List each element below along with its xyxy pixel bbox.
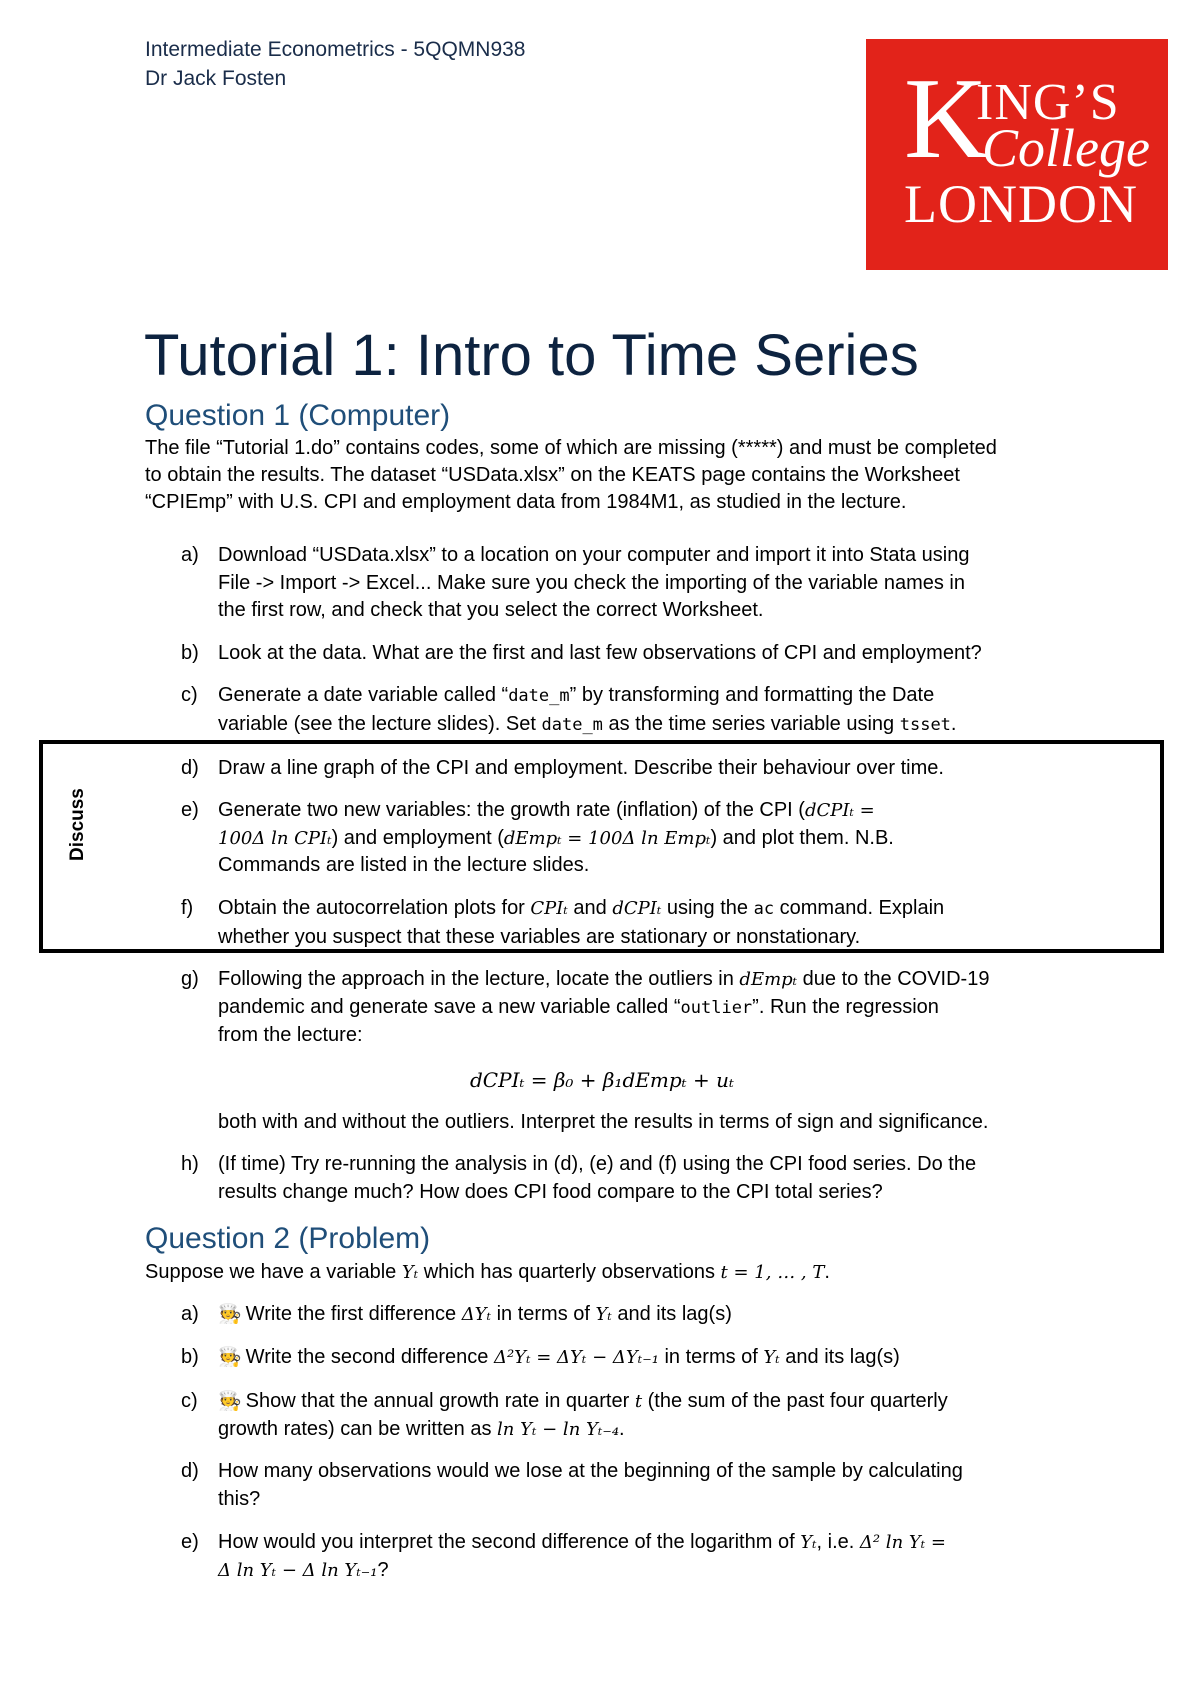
- logo-k: K: [904, 55, 988, 183]
- item-text: .: [950, 712, 957, 735]
- q1-intro-line: The file “Tutorial 1.do” contains codes, some of which are missing (*****) and must be completed: [145, 437, 997, 459]
- item-label: e): [181, 1531, 199, 1553]
- math-expr: Δ²Yₜ = ΔYₜ − ΔYₜ₋₁: [493, 1347, 659, 1368]
- q2-intro: [145, 1259, 1075, 1286]
- math-expr: ΔYₜ: [461, 1304, 492, 1325]
- discuss-label: Discuss: [67, 788, 88, 861]
- item-text: ?: [377, 1558, 389, 1581]
- q1-intro: [145, 435, 1075, 516]
- item-text: Generate two new variables: the growth rate (inflation) of the CPI (: [218, 799, 805, 821]
- q1-intro-line: to obtain the results. The dataset “USData.xlsx” on the KEATS page contains the Worksheet: [145, 464, 960, 486]
- lecturer-name: Dr Jack Fosten: [145, 67, 287, 90]
- item-line: both with and without the outliers. Interpret the results in terms of sign and significance.: [218, 1111, 989, 1133]
- math-expr: t = 1, … , T: [720, 1262, 825, 1283]
- item-text: ) and plot them. N.B.: [710, 826, 894, 849]
- logo-college: College: [982, 118, 1150, 178]
- code-date-m: date_m: [541, 714, 603, 735]
- item-line: Draw a line graph of the CPI and employment. Describe their behaviour over time.: [218, 757, 944, 779]
- item-label: d): [181, 757, 199, 779]
- item-label: b): [181, 642, 199, 664]
- item-text: using the: [661, 897, 754, 919]
- item-text: Suppose we have a variable: [145, 1261, 402, 1283]
- item-line: whether you suspect that these variables are stationary or nonstationary.: [218, 925, 861, 948]
- item-text: Generate a date variable called “: [218, 684, 509, 706]
- regression-equation: dCPIₜ = β₀ + β₁dEmpₜ + uₜ: [470, 1068, 734, 1092]
- item-line: Commands are listed in the lecture slides.: [218, 854, 590, 876]
- chef-icon: 🧑‍🍳: [218, 1304, 242, 1325]
- math-expr: dEmpₜ: [739, 969, 798, 990]
- math-expr: CPIₜ: [530, 898, 568, 919]
- math-expr: dCPIₜ: [612, 898, 662, 919]
- logo-ings: ING’S: [976, 74, 1120, 131]
- math-expr: dCPIₜ =: [804, 800, 875, 821]
- item-text: Following the approach in the lecture, locate the outliers in: [218, 968, 740, 990]
- item-text: which has quarterly observations: [418, 1261, 721, 1283]
- chef-icon: 🧑‍🍳: [218, 1347, 242, 1368]
- kings-college-logo: [866, 39, 1168, 270]
- item-label: h): [181, 1153, 199, 1175]
- math-expr: t: [634, 1391, 643, 1412]
- logo-london: LONDON: [904, 174, 1138, 234]
- item-label: a): [181, 1303, 199, 1325]
- item-label: c): [181, 684, 198, 706]
- item-line: Download “USData.xlsx” to a location on your computer and import it into Stata using: [218, 544, 970, 566]
- item-text: pandemic and generate save a new variable called “: [218, 995, 681, 1018]
- item-line: the first row, and check that you select the correct Worksheet.: [218, 599, 764, 621]
- math-expr: Yₜ: [401, 1262, 419, 1283]
- item-line: Look at the data. What are the first and last few observations of CPI and employment?: [218, 642, 982, 664]
- item-label: g): [181, 968, 199, 990]
- item-label: c): [181, 1390, 198, 1412]
- item-text: .: [619, 1417, 625, 1440]
- item-text: (the sum of the past four quarterly: [642, 1390, 948, 1412]
- item-line: How many observations would we lose at the beginning of the sample by calculating: [218, 1460, 963, 1482]
- math-expr: dEmpₜ = 100Δ ln Empₜ: [503, 827, 711, 849]
- item-text: and: [567, 897, 613, 919]
- item-text: as the time series variable using: [602, 712, 900, 735]
- page-title: Tutorial 1: Intro to Time Series: [144, 323, 919, 388]
- item-text: in terms of: [658, 1346, 764, 1368]
- code-date-m: date_m: [508, 686, 570, 706]
- item-line: from the lecture:: [218, 1024, 363, 1046]
- math-expr: Yₜ: [595, 1304, 612, 1325]
- chef-icon: 🧑‍🍳: [218, 1391, 242, 1412]
- item-line: this?: [218, 1487, 261, 1510]
- item-text: and its lag(s): [779, 1346, 900, 1368]
- item-text: How would you interpret the second difference of the logarithm of: [218, 1531, 801, 1553]
- item-label: b): [181, 1346, 199, 1368]
- math-expr: Δ ln Yₜ − Δ ln Yₜ₋₁: [218, 1559, 378, 1581]
- item-line: (If time) Try re-running the analysis in (d), (e) and (f) using the CPI food series. Do the: [218, 1153, 977, 1175]
- q2-heading: Question 2 (Problem): [145, 1222, 431, 1255]
- code-ac: ac: [753, 899, 775, 919]
- item-line: File -> Import -> Excel... Make sure you check the importing of the variable names in: [218, 571, 965, 594]
- code-tsset: tsset: [899, 714, 951, 735]
- item-text: Show that the annual growth rate in quarter: [245, 1390, 635, 1412]
- item-label: e): [181, 799, 199, 821]
- q1-heading: Question 1 (Computer): [145, 399, 451, 432]
- item-text: and its lag(s): [611, 1303, 732, 1325]
- item-text: due to the COVID-19: [797, 968, 990, 990]
- item-text: ”. Run the regression: [752, 995, 939, 1018]
- item-label: f): [181, 897, 194, 919]
- item-label: a): [181, 544, 199, 566]
- course-title: Intermediate Econometrics - 5QQMN938: [145, 38, 526, 61]
- item-text: growth rates) can be written as: [218, 1417, 498, 1440]
- item-text: variable (see the lecture slides). Set: [218, 712, 542, 735]
- math-expr: Yₜ: [763, 1347, 780, 1368]
- item-text: Obtain the autocorrelation plots for: [218, 897, 531, 919]
- math-expr: 100Δ ln CPIₜ: [218, 827, 332, 849]
- item-text: in terms of: [491, 1303, 596, 1325]
- code-outlier: outlier: [680, 997, 753, 1018]
- item-line: results change much? How does CPI food compare to the CPI total series?: [218, 1180, 883, 1203]
- math-expr: ln Yₜ − ln Yₜ₋₄: [497, 1418, 620, 1440]
- math-expr: Δ² ln Yₜ =: [859, 1532, 947, 1553]
- item-text: Write the first difference: [245, 1303, 462, 1325]
- item-text: ” by transforming and formatting the Date: [569, 684, 935, 706]
- item-text: Write the second difference: [245, 1346, 494, 1368]
- item-label: d): [181, 1460, 199, 1482]
- math-expr: Yₜ: [800, 1532, 817, 1553]
- item-text: command. Explain: [774, 897, 945, 919]
- item-text: ) and employment (: [331, 826, 504, 849]
- q1-intro-line: “CPIEmp” with U.S. CPI and employment data from 1984M1, as studied in the lecture.: [145, 491, 907, 513]
- item-text: .: [824, 1261, 830, 1283]
- item-text: , i.e.: [816, 1531, 860, 1553]
